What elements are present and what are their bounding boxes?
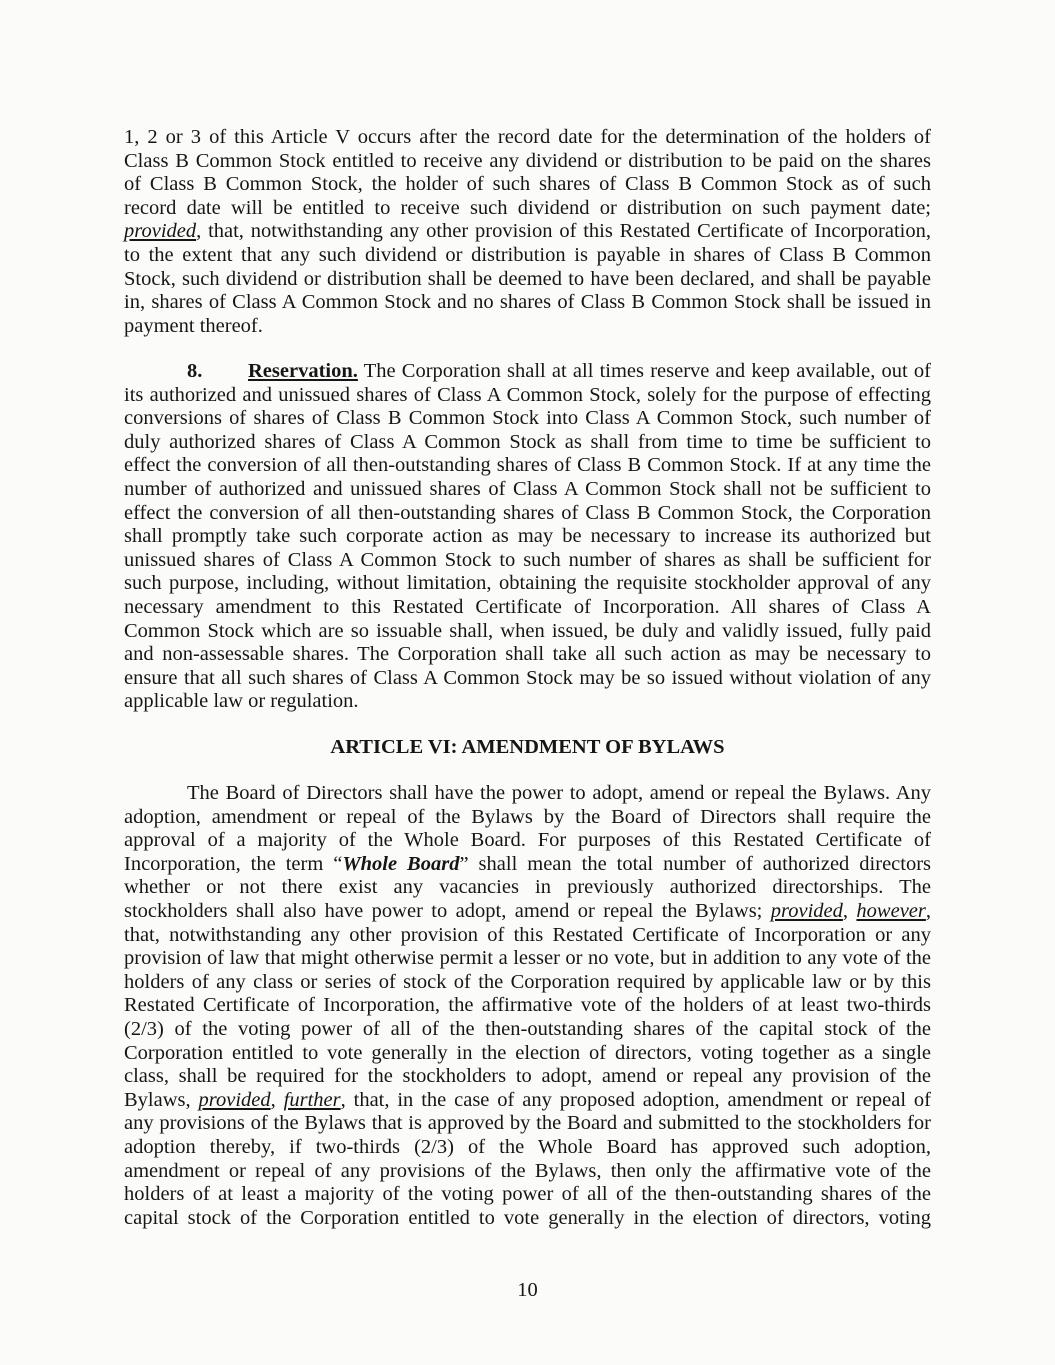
text-segment: , that, in the case of any proposed adoption, amendment or repeal of [340,1088,932,1111]
defined-term-whole-board: Whole Board [342,852,460,875]
text-line: adoption thereby, if two-thirds (2/3) of the Whole Board has approved such adoption, [124,1135,931,1158]
text-line: class, shall be required for the stockholders to adopt, amend or repeal any provision of the [124,1065,931,1088]
text-line: (2/3) of the voting power of all of the then-outstanding shares of the capital stock of the [124,1017,931,1040]
text-line: holders of any class or series of stock of the Corporation required by applicable law or by this [124,970,931,993]
text-line: to the extent that any such dividend or distribution is payable in shares of Class B Common [124,243,931,266]
text-line: Common Stock which are so issuable shall, when issued, be duly and validly issued, fully paid [124,619,931,642]
text-segment: Incorporation, the term “ [124,852,343,875]
text-line: its authorized and unissued shares of Class A Common Stock, solely for the purpose of effecting [124,383,931,406]
text-line: duly authorized shares of Class A Common Stock as shall from time to time be sufficient to [124,430,931,453]
text-line [124,1089,931,1113]
article-6-paragraph [124,782,931,1230]
text-line: capital stock of the Corporation entitled to vote generally in the election of directors, voting [124,1206,931,1229]
text-line: effect the conversion of all then-outstanding shares of Class B Common Stock. If at any time the [124,454,931,477]
text-line: The Board of Directors shall have the power to adopt, amend or repeal the Bylaws. Any [187,782,931,804]
text-segment: , [270,1088,284,1111]
text-segment: stockholders shall also have power to adopt, amend or repeal the Bylaws; [124,899,771,922]
text-line: that, notwithstanding any other provision of this Restated Certificate of Incorporation or any [124,923,931,946]
text-line: whether or not there exist any vacancies in previously authorized directorships. The [124,876,931,899]
section-number: 8. [187,360,203,382]
text-line: Class B Common Stock entitled to receive any dividend or distribution to be paid on the shares [124,149,931,172]
text-line: unissued shares of Class A Common Stock to such number of shares as shall be sufficient for [124,548,931,571]
text-line [124,900,931,924]
text-line: any provisions of the Bylaws that is approved by the Board and submitted to the stockholders for [124,1112,931,1135]
text-line: effect the conversion of all then-outstanding shares of Class B Common Stock, the Corporation [124,501,931,524]
emphasis-provided: provided [770,899,843,922]
article-heading: ARTICLE VI: AMENDMENT OF BYLAWS [330,736,725,758]
text-segment: , [925,899,931,922]
emphasis-however: however [856,899,926,922]
text-line: approval of a majority of the Whole Board. For purposes of this Restated Certificate of [124,829,931,852]
text-line: conversions of shares of Class B Common Stock into Class A Common Stock, such number of [124,407,931,430]
text-line [124,853,931,877]
text-segment: The Corporation shall at all times reserve and keep available, out of [363,360,931,382]
text-line: ensure that all such shares of Class A Common Stock may be so issued without violation of any [124,666,931,689]
text-line: payment thereof. [124,314,263,337]
text-line: applicable law or regulation. [124,690,359,713]
text-line [124,220,931,244]
text-line: provision of law that might otherwise permit a lesser or no vote, but in addition to any vote of the [124,947,931,970]
text-line: number of authorized and unissued shares of Class A Common Stock shall not be sufficient to [124,477,931,500]
text-line: such purpose, including, without limitation, obtaining the requisite stockholder approval of any [124,572,931,595]
text-line: record date will be entitled to receive such dividend or distribution on such payment date; [124,196,931,219]
page-number: 10 [517,1279,538,1301]
text-line: holders of at least a majority of the voting power of all of the then-outstanding shares of the [124,1183,931,1206]
text-line: and non-assessable shares. The Corporation shall take all such action as may be necessary to [124,643,931,666]
text-line: Corporation entitled to vote generally in the election of directors, voting together as a single [124,1041,931,1064]
text-line: adoption, amendment or repeal of the Bylaws by the Board of Directors shall require the [124,805,931,828]
emphasis-further: further [283,1088,341,1111]
text-segment: , that, notwithstanding any other provision of this Restated Certificate of Incorporation, [196,220,931,243]
emphasis-provided: provided [198,1088,271,1111]
section-heading: Reservation. [248,360,358,382]
text-segment: Bylaws, [124,1088,199,1111]
text-line: of Class B Common Stock, the holder of such shares of Class B Common Stock as of such [124,173,931,196]
paragraph-continuation [124,126,931,338]
text-segment: , [842,899,857,922]
text-line [124,360,931,384]
emphasis-provided: provided [124,220,197,243]
text-line: shall promptly take such corporate action as may be necessary to increase its authorized but [124,525,931,548]
section-8-reservation [124,360,931,714]
text-line: amendment or repeal of any provisions of the Bylaws, then only the affirmative vote of the [124,1159,931,1182]
text-line: Restated Certificate of Incorporation, the affirmative vote of the holders of at least two-thirds [124,994,931,1017]
text-line: Stock, such dividend or distribution shall be deemed to have been declared, and shall be payable [124,267,931,290]
text-line: in, shares of Class A Common Stock and no shares of Class B Common Stock shall be issued in [124,291,931,314]
text-segment: ” shall mean the total number of authorized directors [459,852,932,875]
text-line: 1, 2 or 3 of this Article V occurs after the record date for the determination of the holders of [124,126,931,148]
text-line: necessary amendment to this Restated Certificate of Incorporation. All shares of Class A [124,595,931,618]
